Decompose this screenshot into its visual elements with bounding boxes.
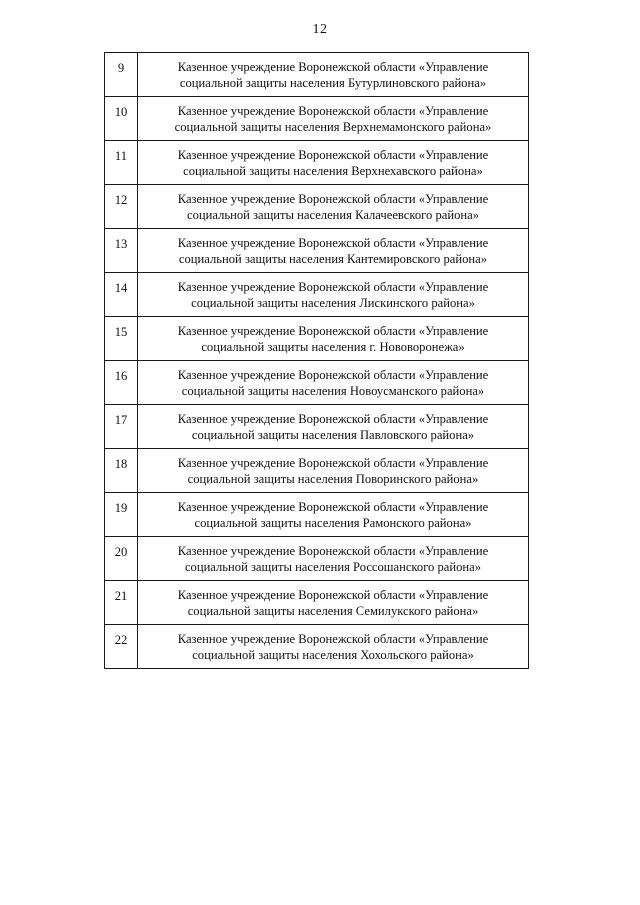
institution-name-line: социальной защиты населения Бутурлиновского района» bbox=[179, 75, 487, 90]
institution-name bbox=[138, 53, 529, 97]
institution-name-line: Казенное учреждение Воронежской области «Управление bbox=[177, 455, 489, 470]
institution-name-line: социальной защиты населения Рамонского района» bbox=[194, 515, 472, 530]
institution-name bbox=[138, 449, 529, 493]
institution-name-line: Казенное учреждение Воронежской области «Управление bbox=[177, 59, 489, 74]
institution-name-line: социальной защиты населения Поворинского района» bbox=[187, 471, 479, 486]
row-number: 15 bbox=[105, 317, 138, 361]
institution-name bbox=[138, 405, 529, 449]
institution-name-line: социальной защиты населения Верхнехавского района» bbox=[183, 163, 483, 178]
institution-name-line: Казенное учреждение Воронежской области «Управление bbox=[177, 499, 489, 514]
institution-name bbox=[138, 185, 529, 229]
table-row bbox=[105, 537, 529, 581]
row-number: 19 bbox=[105, 493, 138, 537]
institutions-table-body bbox=[105, 53, 529, 669]
institution-name-line: социальной защиты населения Верхнемамонского района» bbox=[174, 119, 492, 134]
row-number: 16 bbox=[105, 361, 138, 405]
row-number: 22 bbox=[105, 625, 138, 669]
institution-name-line: социальной защиты населения Новоусманского района» bbox=[181, 383, 485, 398]
row-number: 10 bbox=[105, 97, 138, 141]
institution-name-line: социальной защиты населения Россошанского района» bbox=[184, 559, 482, 574]
institution-name-line: Казенное учреждение Воронежской области «Управление bbox=[177, 147, 489, 162]
table-row bbox=[105, 97, 529, 141]
institution-name-line: социальной защиты населения Калачеевского района» bbox=[187, 207, 479, 222]
table-row bbox=[105, 273, 529, 317]
institution-name-line: Казенное учреждение Воронежской области «Управление bbox=[177, 543, 489, 558]
row-number: 17 bbox=[105, 405, 138, 449]
institution-name bbox=[138, 317, 529, 361]
institution-name bbox=[138, 273, 529, 317]
institutions-table bbox=[104, 52, 529, 669]
row-number: 13 bbox=[105, 229, 138, 273]
table-row bbox=[105, 449, 529, 493]
institution-name bbox=[138, 581, 529, 625]
table-row bbox=[105, 185, 529, 229]
institution-name bbox=[138, 537, 529, 581]
table-row bbox=[105, 229, 529, 273]
institution-name bbox=[138, 493, 529, 537]
institution-name-line: Казенное учреждение Воронежской области «Управление bbox=[177, 279, 489, 294]
institution-name-line: социальной защиты населения г. Нововоронежа» bbox=[201, 339, 465, 354]
institution-name-line: Казенное учреждение Воронежской области «Управление bbox=[177, 235, 489, 250]
table-row bbox=[105, 581, 529, 625]
table-row bbox=[105, 361, 529, 405]
table-row bbox=[105, 141, 529, 185]
row-number: 9 bbox=[105, 53, 138, 97]
institution-name-line: социальной защиты населения Семилукского района» bbox=[187, 603, 479, 618]
table-row bbox=[105, 493, 529, 537]
institution-name-line: Казенное учреждение Воронежской области «Управление bbox=[177, 631, 489, 646]
institution-name-line: Казенное учреждение Воронежской области «Управление bbox=[177, 587, 489, 602]
table-row bbox=[105, 405, 529, 449]
row-number: 18 bbox=[105, 449, 138, 493]
page-number: 12 bbox=[312, 22, 328, 37]
row-number: 21 bbox=[105, 581, 138, 625]
row-number: 11 bbox=[105, 141, 138, 185]
institution-name-line: социальной защиты населения Хохольского района» bbox=[192, 647, 474, 662]
institution-name-line: социальной защиты населения Павловского района» bbox=[191, 427, 475, 442]
table-row bbox=[105, 53, 529, 97]
institution-name-line: Казенное учреждение Воронежской области «Управление bbox=[177, 411, 489, 426]
institution-name-line: Казенное учреждение Воронежской области «Управление bbox=[177, 367, 489, 382]
institution-name-line: Казенное учреждение Воронежской области «Управление bbox=[177, 103, 489, 118]
institution-name bbox=[138, 625, 529, 669]
institution-name bbox=[138, 361, 529, 405]
institution-name-line: Казенное учреждение Воронежской области «Управление bbox=[177, 191, 489, 206]
institution-name bbox=[138, 97, 529, 141]
table-row bbox=[105, 625, 529, 669]
institution-name-line: социальной защиты населения Кантемировского района» bbox=[178, 251, 488, 266]
row-number: 20 bbox=[105, 537, 138, 581]
table-row bbox=[105, 317, 529, 361]
institution-name-line: социальной защиты населения Лискинского района» bbox=[191, 295, 475, 310]
row-number: 12 bbox=[105, 185, 138, 229]
row-number: 14 bbox=[105, 273, 138, 317]
institution-name-line: Казенное учреждение Воронежской области «Управление bbox=[177, 323, 489, 338]
institution-name bbox=[138, 141, 529, 185]
institution-name bbox=[138, 229, 529, 273]
